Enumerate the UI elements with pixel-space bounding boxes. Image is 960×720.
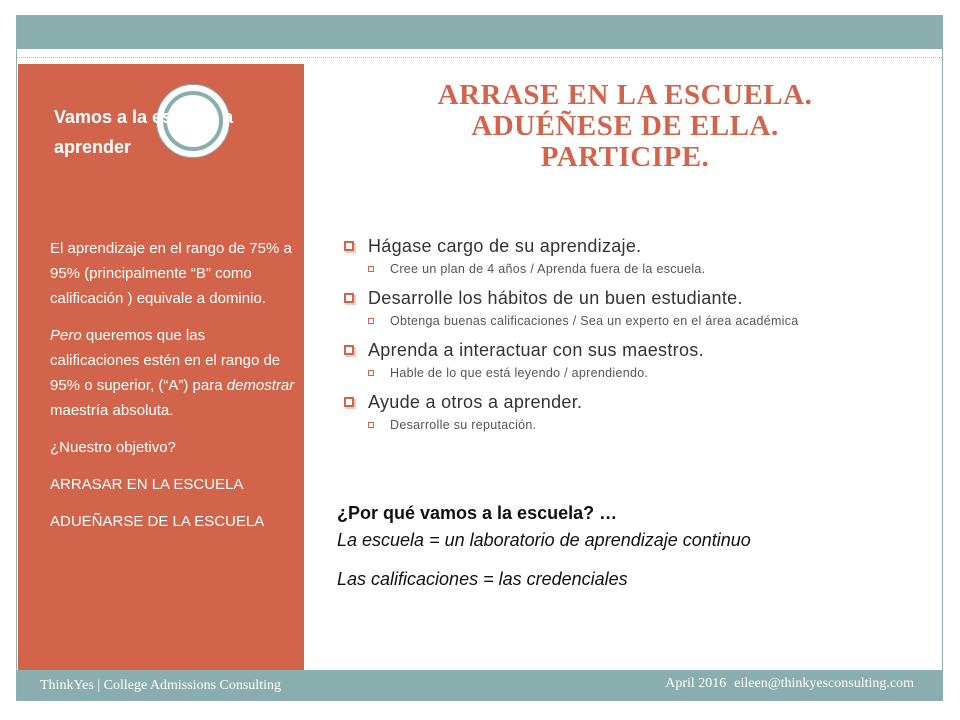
emphasis-pero: Pero (50, 327, 82, 344)
small-square-bullet-icon (368, 318, 374, 324)
sub-bullet-item (342, 259, 922, 279)
sidebar-p2-text-a: queremos que las calificaciones estén en el rango de 95% o superior, (“A”) para (50, 327, 281, 394)
slide-title (310, 80, 940, 173)
title-line-3: PARTICIPE. (540, 141, 710, 173)
title-line-2: ADUÉÑESE DE ELLA. (471, 110, 779, 142)
sidebar-paragraph-1: El aprendizaje en el rango de 75% a 95% (principalmente “B” como calificación ) equivale a dominio. (50, 240, 292, 307)
sub-bullet-text: Obtenga buenas calificaciones / Sea un experto en el área académica (390, 314, 799, 328)
sub-bullet-text: Cree un plan de 4 años / Aprenda fuera de la escuela. (390, 262, 706, 276)
small-square-bullet-icon (368, 422, 374, 428)
sub-bullet-item (342, 363, 922, 383)
closing-line-1: La escuela = un laboratorio de aprendizaje continuo (337, 530, 751, 550)
small-square-bullet-icon (368, 370, 374, 376)
bullet-text: Aprenda a interactuar con sus maestros. (368, 340, 704, 360)
footer-meta (657, 676, 914, 692)
sidebar-p2-text-b: maestría absoluta. (50, 402, 174, 419)
top-bar (17, 16, 942, 49)
closing-line-2: Las calificaciones = las credenciales (337, 569, 628, 589)
closing-question: ¿Por qué vamos a la escuela? … (337, 503, 618, 523)
bullet-item (342, 233, 922, 259)
footer-company: ThinkYes | College Admissions Consulting (40, 678, 281, 693)
small-square-bullet-icon (368, 266, 374, 272)
square-bullet-icon (344, 293, 354, 303)
emphasis-demostrar: demostrar (226, 377, 295, 394)
sidebar-heading: Vamos a la escuela a aprender (54, 107, 234, 157)
bullet-item (342, 285, 922, 311)
bullet-text: Desarrolle los hábitos de un buen estudiante. (368, 288, 743, 308)
bullet-item (342, 389, 922, 415)
bullet-item (342, 337, 922, 363)
bullet-list (342, 233, 922, 441)
closing-section (337, 500, 937, 593)
sub-bullet-text: Desarrolle su reputación. (390, 418, 537, 432)
footer-email: eileen@thinkyesconsulting.com (734, 676, 914, 691)
square-bullet-icon (344, 345, 354, 355)
sub-bullet-item (342, 415, 922, 435)
title-line-1: ARRASE EN LA ESCUELA. (437, 79, 813, 111)
sidebar-paragraph-4: ARRASAR EN LA ESCUELA (50, 476, 244, 493)
footer-date: April 2016 (665, 676, 727, 691)
dotted-divider (17, 57, 942, 58)
square-bullet-icon (344, 397, 354, 407)
sidebar-body (50, 236, 295, 546)
sub-bullet-item (342, 311, 922, 331)
sub-bullet-text: Hable de lo que está leyendo / aprendiendo. (390, 366, 649, 380)
square-bullet-icon (344, 241, 354, 251)
sidebar-paragraph-5: ADUEÑARSE DE LA ESCUELA (50, 513, 265, 530)
sidebar-paragraph-2 (50, 323, 295, 423)
sidebar-paragraph-3: ¿Nuestro objetivo? (50, 439, 176, 456)
bullet-text: Ayude a otros a aprender. (368, 392, 583, 412)
bullet-text: Hágase cargo de su aprendizaje. (368, 236, 642, 256)
